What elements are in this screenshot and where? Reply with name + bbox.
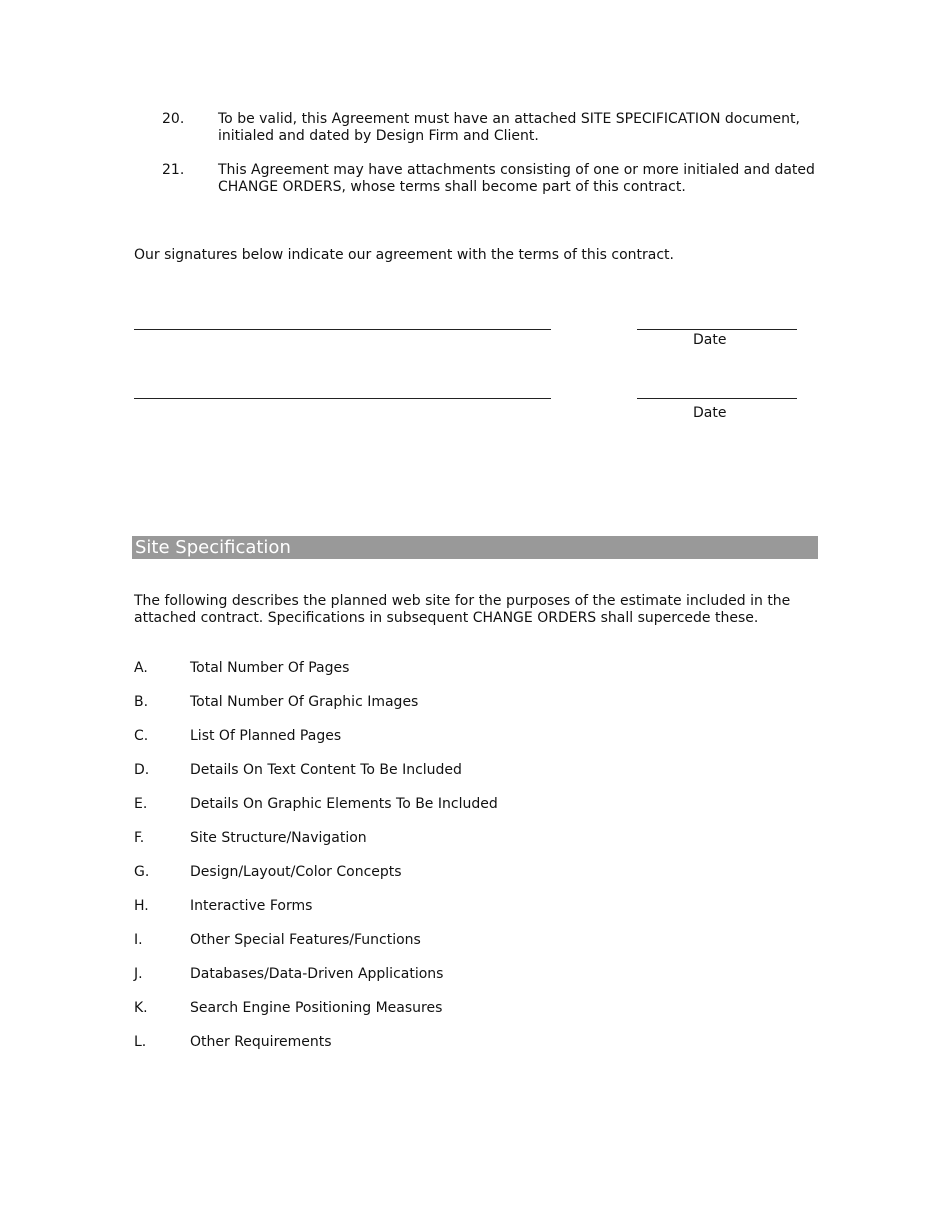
signature-statement: Our signatures below indicate our agreement with the terms of this contract. (134, 247, 674, 263)
spec-intro (134, 593, 824, 627)
signature-line (134, 398, 551, 399)
list-item: Details On Graphic Elements To Be Included (190, 796, 498, 812)
spec-intro-line: The following describes the planned web site for the purposes of the estimate included in the (134, 593, 791, 609)
date-line (637, 398, 797, 399)
list-item: Other Special Features/Functions (190, 932, 421, 948)
list-item: Databases/Data-Driven Applications (190, 966, 444, 982)
signature-line (134, 329, 551, 330)
list-item-letter: L. (134, 1034, 147, 1050)
list-item: Total Number Of Graphic Images (190, 694, 419, 710)
clause-text (218, 162, 828, 196)
list-item-letter: K. (134, 1000, 148, 1016)
list-item: Other Requirements (190, 1034, 332, 1050)
list-item: Site Structure/Navigation (190, 830, 367, 846)
list-item-letter: G. (134, 864, 150, 880)
list-item: Search Engine Positioning Measures (190, 1000, 443, 1016)
list-item-letter: C. (134, 728, 149, 744)
list-item-letter: F. (134, 830, 145, 846)
list-item-letter: D. (134, 762, 150, 778)
list-item: Total Number Of Pages (190, 660, 350, 676)
list-item-letter: B. (134, 694, 149, 710)
clause-line: initialed and dated by Design Firm and Client. (218, 128, 539, 144)
list-item: Details On Text Content To Be Included (190, 762, 462, 778)
list-item-letter: A. (134, 660, 148, 676)
list-item-letter: E. (134, 796, 148, 812)
date-line (637, 329, 797, 330)
date-label: Date (693, 332, 727, 348)
section-heading-bar (132, 536, 818, 559)
list-item-letter: H. (134, 898, 149, 914)
list-item-letter: I. (134, 932, 143, 948)
clause-line: CHANGE ORDERS, whose terms shall become part of this contract. (218, 179, 686, 195)
date-label: Date (693, 405, 727, 421)
clause-number: 20. (162, 111, 185, 127)
clause-line: To be valid, this Agreement must have an attached SITE SPECIFICATION document, (218, 111, 800, 127)
list-item: Design/Layout/Color Concepts (190, 864, 402, 880)
clause-line: This Agreement may have attachments consisting of one or more initialed and dated (218, 162, 815, 178)
list-item-letter: J. (134, 966, 143, 982)
list-item: List Of Planned Pages (190, 728, 342, 744)
clause-text (218, 111, 828, 145)
spec-intro-line: attached contract. Specifications in subsequent CHANGE ORDERS shall supercede these. (134, 610, 759, 626)
section-heading: Site Specification (135, 537, 291, 558)
list-item: Interactive Forms (190, 898, 313, 914)
clause-number: 21. (162, 162, 185, 178)
